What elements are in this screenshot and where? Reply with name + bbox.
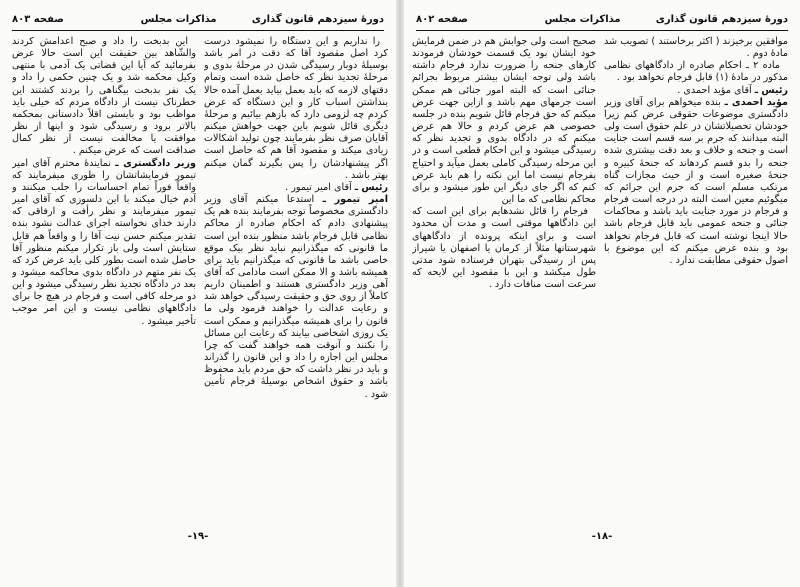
page-number: صفحه ۸۰۳	[12, 14, 64, 25]
running-header: مذاکرات مجلس	[544, 14, 621, 25]
speaker-label: مؤید احمدی ـ	[724, 96, 788, 108]
paragraph: ماده ۲ ـ احکام صادره از دادگاههای نظامی مذکور در مادهٔ (۱) قابل فرجام نخواهد بود .	[604, 60, 788, 84]
paragraph: فرجام را قائل نشدهایم برای این است که این دادگاهها موقتی است و مدت آن محدود است و برای اینکه پرونده از دادگاههای شهرستانها مثلاً از کرمان یا اصفهان یا شیراز پس از رسیدگی بتهران فرستاده شود مدتی طول میکشد و این با مقصود این لایحه که سرعت است منافات دارد .	[412, 206, 596, 291]
speech-text: استدعا میکنم آقای وزیر دادگستری مخصوصاً توجه بفرمایند بنده هم یک پیشنهادی دادم که احکام صادره از محاکم نظامی قابل فرجام باشد منظور بنده این است ما قانونی که میگذرانیم نباید نظر بیک موقع خاصی باشد ما قانونی که میگذرانیم باید برای همیشه باشد و الا ممکن است مادامی که آقای آهی وزیر دادگستری هستند و اطمینان داریم کاملاً از روی حق و حقیقت رسیدگی خواهد شد و رعایت عدالت را خواهند فرمود ولی ما قانون را برای همیشه میگذرانیم و ممکن است یک روزی اشخاصی بیایند که رعایت این مسائل را نکنند و آنوقت همه خواهند گفت که چرا مجلس این اجازه را داد و این قانون را گذراند و باید در نظر داشت که حق مردم باید محفوظ باشد و حقوق اشخاص بوسیلهٔ فرجام تأمین شود .	[204, 194, 388, 400]
speaker-label: امیر تیمور ـ	[322, 194, 388, 206]
speech-text: بنده میخواهم برای آقای وزیر دادگستری موضوعات حقوقی عرض کنم زیرا خودشان تحصیلاتشان در علم حقوق است ولی البته میدانند که جرم بر سه قسم است جنایت است و جنحه و خلاف و بعد دقت بیشتری شده جنحه را بدو قسم کردهاند که جنحهٔ کبیره و جنحهٔ صغیره است و از حیث مجازات گناه مرتکب مسلم است که جرم این جرائم که میگوئیم معین است البته در درجه است فرجام و فرجام در مورد جنایت باید باشد و محاکمات جنائی و جنحه عمومی باید قابل فرجام باشد حالا اینجا نوشته است که قابل فرجام نخواهد بود و بنده عرض میکنم که این موضوع با اصول حقوقی مطابقت ندارد .	[604, 96, 788, 266]
page-footer-number: -۱۹-	[187, 531, 209, 542]
page-number: صفحه ۸۰۲	[416, 14, 468, 25]
paragraph: موافقین برخیزند ( اکثر برخاستند ) تصویب شد مادهٔ دوم .	[604, 36, 788, 60]
header-rule	[12, 30, 384, 31]
book-gutter	[396, 0, 404, 587]
text-column-left	[412, 36, 596, 522]
text-column-left	[12, 36, 196, 522]
paragraph: این بدبخت را داد و صبح اعدامش کردند والشّاهد بین حقیقت این است حالا عرض بفرمائید که آیا این قضاتی یک آدمی با منتهی وکیل محکمه شد و یک چنین حکمی را داد و یک نفر بدبخت بیگناهی را بردند کشتند این خطرناک نیست از دادگاه مردم که خیلی باید مواظب بود و بایستی اقلاً دادستانی بمحکمه بالاتر برود و رسیدگی شود و اینها از نظر موافقت یا مخالفت نیست از نظر کمال صداقت است که عرض میکنم .	[12, 36, 196, 157]
left-page	[0, 0, 396, 587]
running-header: مذاکرات مجلس	[140, 14, 217, 25]
speaker-paragraph	[204, 182, 388, 194]
speaker-paragraph	[604, 85, 788, 97]
speech-text: نمایندهٔ محترم آقای امیر تیمور فرمایشاتشان را طوری میفرمایند که واقعاً فوراً تمام احساسات را جلب میکنند و آدم خیال میکند با این دلسوزی که آقای امیر تیمور میفرمایند و نظر رأفت و ارفاقی که دارند خدای نخواسته اجرای عدالت نشود بنده تقدیر میکنم حسن نیت آقا را و واقعاً هم قابل ستایش است ولی باز تکرار میکنم منظور آقا حاصل شده است بطور کلی باید عرض کرد که یک نفر متهم در دادگاه بدوی محاکمه میشود و بعد در دادگاه تجدید نظر رسیدگی میشود و این دو مرحله کافی است و فرجام در هیچ جا برای دادگاههای نظامی نیست و این امر موجب تأخیر میشود .	[12, 157, 196, 327]
paragraph: را نداریم و این دستگاه را نمیشود درست کرد اصل مقصود آقا که دقت در امر باشد بوسیلهٔ دوبار رسیدگی شدن در مرحلهٔ بدوی و مرحلهٔ تجدید نظر که حاصل شده است وتمام دقتهای لازمه که باید بعمل بیاید بعمل آمده حالا بنداشتن اسباب کار و این دستگاه که عرض کردم چه لزومی دارد که بازهم بیائیم و مرحلهٔ دیگری قائل شویم باین جهت خواهش میکنم آقایان صرف نظر بفرمایند چون تولید اشکالات زیادی میکند و مقصود آقا هم که حاصل است اگر پیشنهادشان را پس بگیرند گمان میکنم بهتر باشد .	[204, 36, 388, 181]
right-page-header	[416, 10, 788, 30]
speaker-label: رئیس ـ	[354, 181, 388, 193]
speech-text: آقای امیر تیمور .	[285, 181, 352, 193]
page-footer-number: -۱۸-	[591, 531, 613, 542]
paragraph: صحیح است ولی جوابش هم در ضمن فرمایش خود ایشان بود یک قسمت خودشان فرمودند کارهای جنحه را ضرورت ندارد فرجام داشته باشد ولی توجه ایشان بیشتر مربوط بجرائم جنائی است که البته امور جنائی هم ممکن است جرمهای مهم باشد و ازاین جهت عرض میکنم که حق فرجام قائل شویم بنده در جلسه خصوصی هم عرض کردم و حالا هم عرض میکنم که در دادگاه بدوی و تجدید نظر که رسیدگی میشود و این احکام قطعی است و در این مرحله رسیدگی کاملی بعمل میآید و احتیاج بفرجام نیست اما این نکته را هم باید عرض کنم که اگر جای دیگر این طور میشود و برای محاکم نظامی که ما این	[412, 36, 596, 206]
text-column-right	[604, 36, 788, 522]
session-title: دورهٔ سیزدهم قانون گذاری	[251, 14, 384, 25]
speaker-label: وزیر دادگستری ـ	[115, 157, 196, 169]
right-page	[404, 0, 800, 587]
speaker-label: رئیس ـ	[754, 84, 788, 96]
left-page-header	[12, 10, 384, 30]
text-column-right	[204, 36, 388, 522]
session-title: دورهٔ سیزدهم قانون گذاری	[655, 14, 788, 25]
speech-text: آقای مؤید احمدی .	[677, 84, 752, 96]
speaker-paragraph	[604, 97, 788, 267]
speaker-paragraph	[12, 158, 196, 328]
header-rule	[416, 30, 788, 31]
speaker-paragraph	[204, 194, 388, 401]
